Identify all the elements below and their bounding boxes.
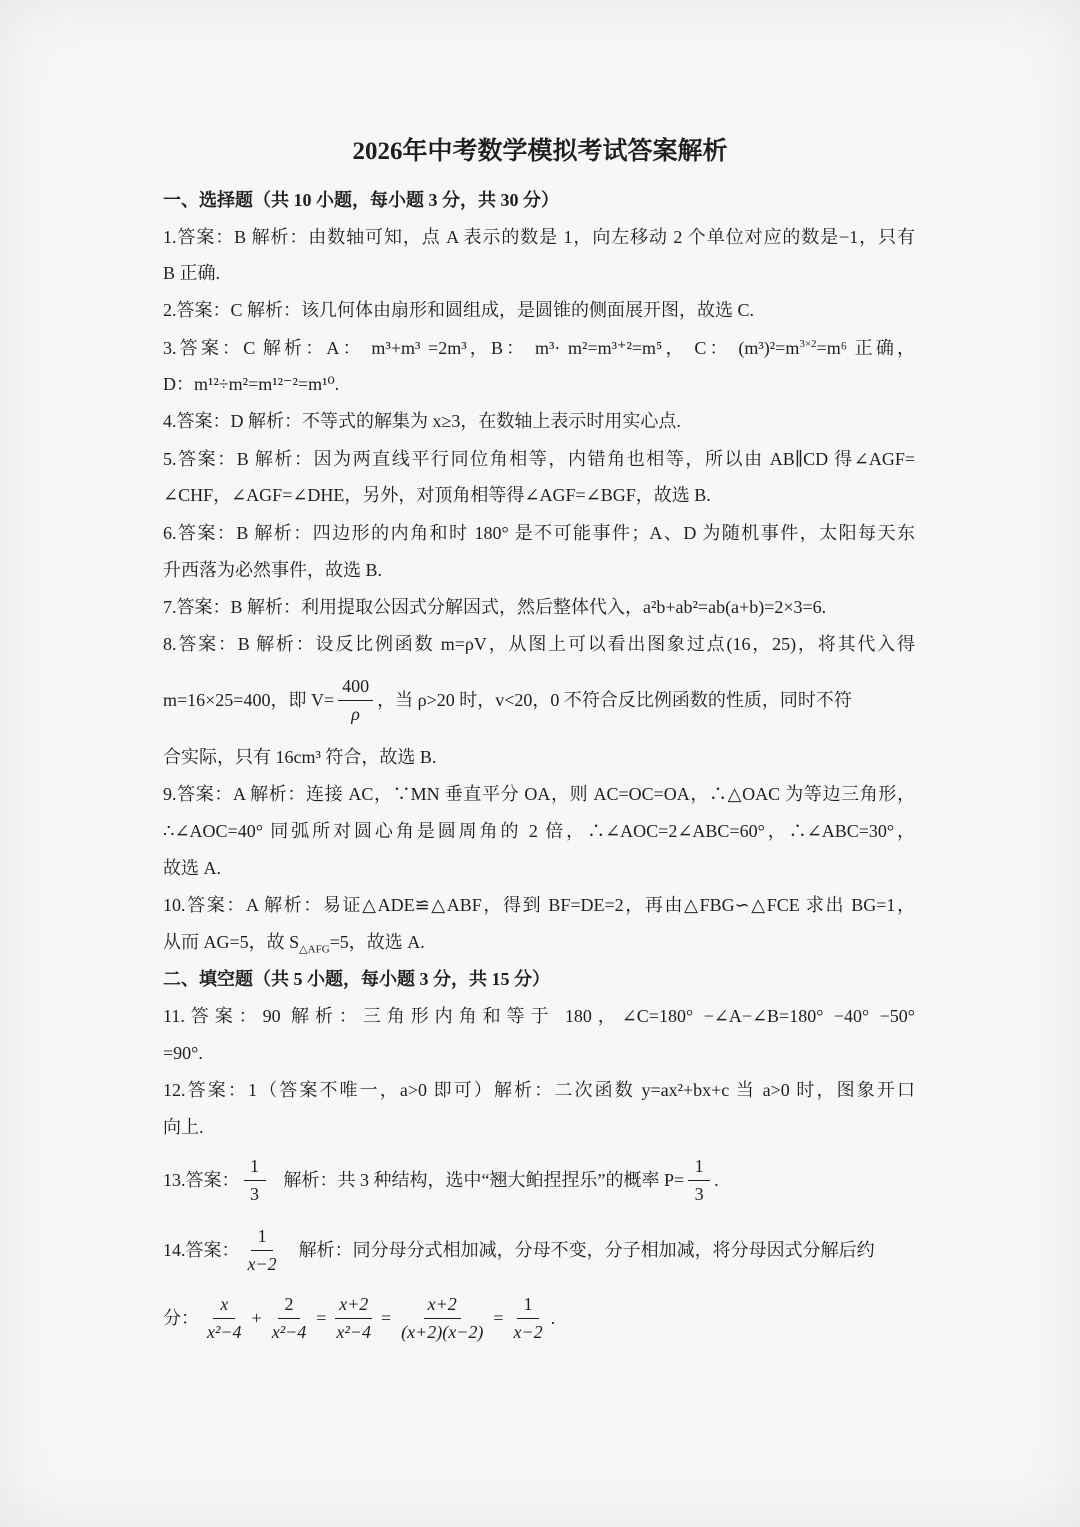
q5-line-1: 5.答案：B 解析：因为两直线平行同位角相等，内错角也相等，所以由 AB∥CD 得∠AGF=: [163, 449, 915, 469]
fraction-denominator: ρ: [351, 703, 360, 724]
q9-line-3: 故选 A.: [163, 858, 221, 878]
q14-text-prefix: 14.答案：: [163, 1240, 240, 1260]
q1-line-1: 1.答案：B 解析：由数轴可知，点 A 表示的数是 1，向左移动 2 个单位对应的数是−1，只有: [163, 227, 915, 247]
operator: +: [251, 1308, 262, 1328]
q3-line-2: D：m¹²÷m²=m¹²⁻²=m¹⁰.: [163, 374, 340, 394]
fraction-numerator: 400: [338, 673, 373, 701]
fraction: [338, 673, 373, 728]
q11-line-2: =90°.: [163, 1043, 203, 1063]
fraction-denominator: x²−4: [207, 1321, 242, 1342]
fraction-denominator: 3: [250, 1183, 259, 1204]
operator: =: [316, 1308, 327, 1328]
fraction: [244, 1223, 281, 1278]
q2-line-1: 2.答案：C 解析：该几何体由扇形和圆组成，是圆锥的侧面展开图，故选 C.: [163, 300, 755, 320]
fraction-denominator: x−2: [247, 1253, 277, 1274]
q6-line-2: 升西落为必然事件，故选 B.: [163, 560, 383, 580]
fraction-numerator: 2: [278, 1291, 300, 1319]
q8-line-1: 8.答案：B 解析：设反比例函数 m=ρV，从图上可以看出图象过点(16，25)，将其代入得: [163, 634, 915, 654]
q12-line-1: 12.答案：1（答案不唯一，a>0 即可）解析：二次函数 y=ax²+bx+c 当 a>0 时，图象开口: [163, 1080, 915, 1100]
q14-text-end: .: [550, 1308, 556, 1328]
q5-line-2: ∠CHF，∠AGF=∠DHE，另外，对顶角相等得∠AGF=∠BGF，故选 B.: [163, 485, 711, 505]
fraction-numerator: 1: [244, 1153, 266, 1181]
q12-line-2: 向上.: [163, 1117, 204, 1137]
q7-line-1: 7.答案：B 解析：利用提取公因式分解因式，然后整体代入，a²b+ab²=ab(a+b)=2×3=6.: [163, 597, 827, 617]
q3-line-1: [163, 335, 915, 361]
fraction-numerator: 1: [251, 1223, 273, 1251]
q10-text-b: =5，故选 A.: [329, 932, 425, 952]
fraction-numerator: x+2: [335, 1291, 372, 1319]
q9-line-2: ∴∠AOC=40° 同弧所对圆心角是圆周角的 2 倍，∴∠AOC=2∠ABC=60°，∴∠ABC=30°，: [163, 821, 915, 841]
q6-line-1: 6.答案：B 解析：四边形的内角和时 180° 是不可能事件；A、D 为随机事件，太阳每天东: [163, 523, 915, 543]
fraction-numerator: x+2: [424, 1291, 461, 1319]
q11-line-1: 11.答案：90 解析：三角形内角和等于 180，∠C=180° −∠A−∠B=180° −40° −50°: [163, 1006, 915, 1026]
page-title: 2026年中考数学模拟考试答案解析: [352, 138, 728, 165]
q13-line-1: [163, 1148, 915, 1212]
q13-text-end: .: [714, 1170, 719, 1190]
q13-text-prefix: 13.答案：: [163, 1170, 240, 1190]
fraction: [244, 1153, 266, 1208]
fraction-denominator: x−2: [513, 1321, 543, 1342]
q8-text-suffix: ，当 ρ>20 时，v<20，0 不符合反比例函数的性质，同时不符: [377, 690, 852, 710]
fraction-denominator: (x+2)(x−2): [401, 1321, 484, 1342]
fraction-numerator: 1: [688, 1153, 710, 1181]
q8-text-prefix: m=16×25=400，即 V=: [163, 690, 335, 710]
q8-line-2: [163, 668, 915, 732]
fraction-denominator: 3: [694, 1183, 704, 1204]
q9-line-1: 9.答案：A 解析：连接 AC，∵MN 垂直平分 OA，则 AC=OC=OA，∴△OAC 为等边三角形，: [163, 784, 915, 804]
section-heading-fill: 二、填空题（共 5 小题，每小题 3 分，共 15 分）: [163, 969, 550, 989]
q4-line-1: 4.答案：D 解析：不等式的解集为 x≥3，在数轴上表示时用实心点.: [163, 411, 681, 431]
fraction-numerator: 1: [517, 1291, 539, 1319]
q10-line-2: [163, 929, 915, 955]
operator: =: [493, 1308, 504, 1328]
q3-text-b: =m⁶ 正确，: [816, 338, 916, 358]
q10-line-1: 10.答案：A 解析：易证△ADE≌△ABF，得到 BF=DE=2，再由△FBG∽△FCE 求出 BG=1，: [163, 895, 915, 915]
q10-subscript: △AFG: [299, 943, 330, 956]
operator: =: [380, 1308, 392, 1328]
q13-text-middle: 解析：共 3 种结构，选中“翘大鲌捏捏乐”的概率 P=: [283, 1170, 685, 1190]
fraction-denominator: x²−4: [271, 1321, 307, 1342]
fraction: [203, 1291, 246, 1346]
q14-line-1: [163, 1218, 915, 1282]
q1-line-2: B 正确.: [163, 263, 221, 283]
fraction: [268, 1291, 311, 1346]
fraction: [688, 1153, 710, 1208]
q3-exponent: 3×2: [799, 338, 817, 350]
fraction-denominator: x²−4: [336, 1321, 371, 1342]
fraction: [510, 1291, 547, 1346]
q14-line-2: [163, 1286, 915, 1350]
fraction: [332, 1291, 375, 1346]
q10-text-a: 从而 AG=5，故 S: [163, 932, 300, 952]
fraction-numerator: x: [213, 1291, 235, 1319]
q8-line-3: 合实际，只有 16cm³ 符合，故选 B.: [163, 747, 437, 767]
fraction: [397, 1291, 487, 1346]
q3-text-a: 3.答案：C 解析：A： m³+m³ =2m³，B： m³· m²=m³⁺²=m⁵， C： (m³)²=m: [163, 338, 800, 358]
section-heading-choice: 一、选择题（共 10 小题，每小题 3 分，共 30 分）: [163, 190, 559, 210]
q14-text-suffix: 解析：同分母分式相加减，分母不变，分子相加减，将分母因式分解后约: [298, 1240, 875, 1260]
q14-text-prefix-2: 分：: [163, 1308, 199, 1328]
